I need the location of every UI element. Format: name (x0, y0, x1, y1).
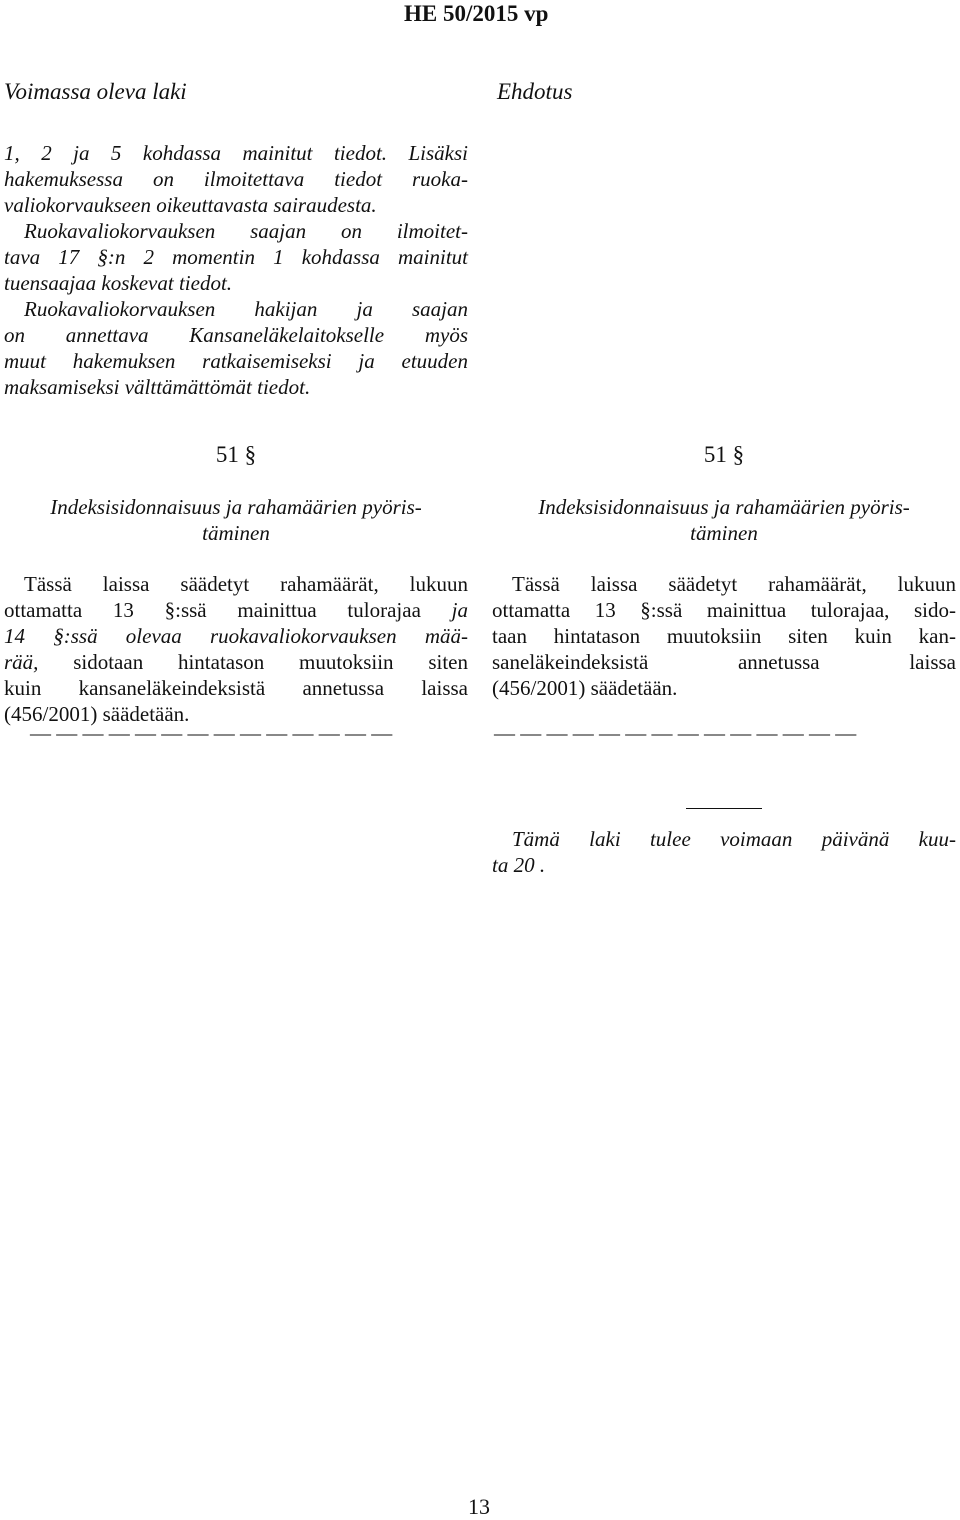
page-number: 13 (468, 1494, 490, 1519)
right-column-title: Ehdotus (497, 79, 573, 104)
right-omission-dashes: — — — — — — — — — — — — — — (494, 721, 857, 745)
text-line: rää, sidotaan hintatason muutoksiin siten (4, 650, 468, 674)
text-line: kuin kansaneläkeindeksistä annetussa laissa (4, 676, 468, 700)
right-section-heading (492, 494, 956, 546)
text-line: 1, 2 ja 5 kohdassa mainitut tiedot. Lisäksi (4, 141, 468, 165)
right-section-number: 51 § (703, 442, 745, 467)
text-line: on annettava Kansaneläkelaitokselle myös (4, 323, 468, 347)
text-line: Ruokavaliokorvauksen hakijan ja saajan (24, 297, 468, 321)
text-line: ottamatta 13 §:ssä mainittua tulorajaa ja (4, 598, 468, 622)
text-line: Ruokavaliokorvauksen saajan on ilmoitet- (24, 219, 468, 243)
top-left-paragraph (4, 140, 468, 400)
right-section-body (492, 571, 956, 701)
text-line: (456/2001) säädetään. (4, 702, 190, 726)
text-line: tava 17 §:n 2 momentin 1 kohdassa mainitut (4, 245, 468, 269)
text-line: Tässä laissa säädetyt rahamäärät, lukuun (512, 572, 956, 596)
heading-line: Indeksisidonnaisuus ja rahamäärien pyöris- (50, 495, 422, 519)
text-line: muut hakemuksen ratkaisemiseksi ja etuuden (4, 349, 468, 373)
text-line: 14 §:ssä olevaa ruokavaliokorvauksen mää- (4, 624, 468, 648)
text-line: maksamiseksi välttämättömät tiedot. (4, 375, 311, 399)
text-line: valiokorvaukseen oikeuttavasta sairaudesta. (4, 193, 377, 217)
text-line: taan hintatason muutoksiin siten kuin kan- (492, 624, 956, 648)
left-section-heading (4, 494, 468, 546)
text-line: saneläkeindeksistä annetussa laissa (492, 650, 956, 674)
text-line: Tämä laki tulee voimaan päivänä kuu- (512, 827, 956, 851)
entry-into-force (492, 826, 956, 878)
text-line: ta 20 . (492, 853, 546, 877)
heading-line: täminen (690, 521, 758, 545)
text-line: Tässä laissa säädetyt rahamäärät, lukuun (24, 572, 468, 596)
separator-rule (686, 808, 762, 809)
italic-text: rää, (4, 650, 39, 674)
text-line: tuensaajaa koskevat tiedot. (4, 271, 233, 295)
heading-line: täminen (202, 521, 270, 545)
text-line: hakemuksessa on ilmoitettava tiedot ruoka- (4, 167, 468, 191)
left-section-body (4, 571, 468, 727)
left-column-title: Voimassa oleva laki (4, 79, 187, 104)
text-line: (456/2001) säädetään. (492, 676, 678, 700)
document-header: HE 50/2015 vp (404, 1, 549, 26)
left-omission-dashes: — — — — — — — — — — — — — — (30, 721, 393, 745)
heading-line: Indeksisidonnaisuus ja rahamäärien pyöris- (538, 495, 910, 519)
left-section-number: 51 § (215, 442, 257, 467)
italic-text: ja (451, 598, 468, 622)
text-line: ottamatta 13 §:ssä mainittua tulorajaa, sido- (492, 598, 956, 622)
